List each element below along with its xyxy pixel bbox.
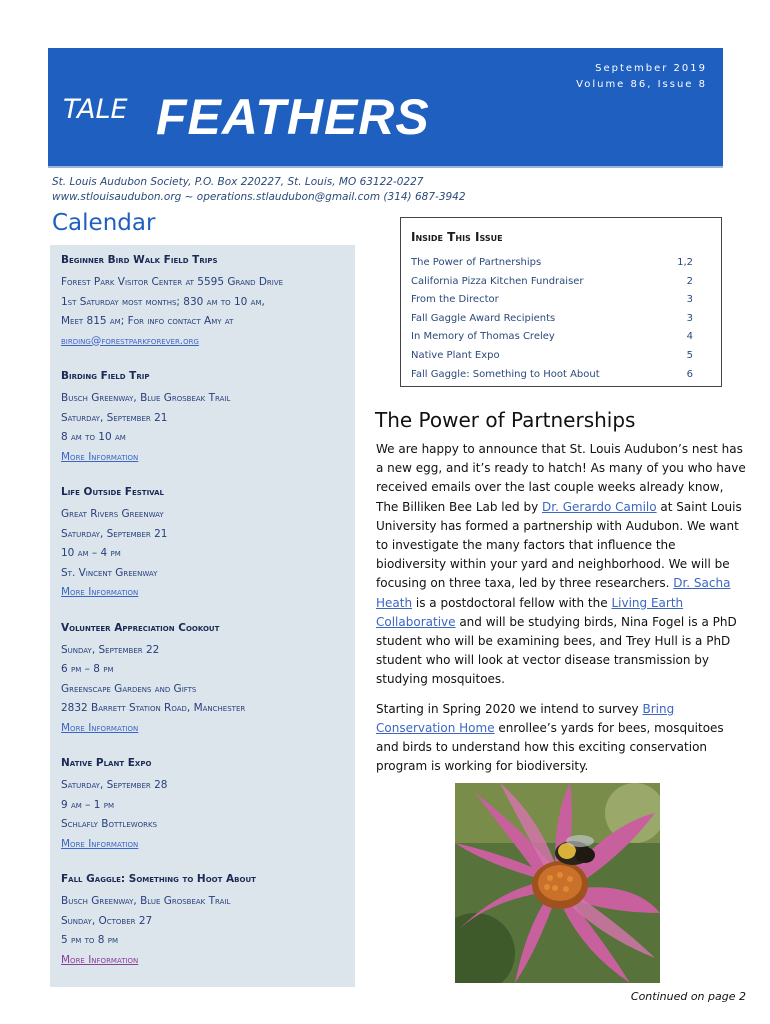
masthead-rule — [48, 166, 723, 168]
article-paragraph — [376, 700, 748, 777]
article-text: at Saint Louis University has formed a partnership with Audubon. We want to investigate the many factors that influence the biodiversity within your yard and neighborhood. We will be focusing on three taxa, led by three researchers. — [376, 499, 742, 591]
calendar-box — [50, 245, 355, 987]
calendar-event — [61, 872, 344, 970]
title-feathers: FEATHERS — [156, 89, 430, 145]
article-body — [376, 440, 748, 786]
event-location: Busch Greenway, Blue Grosbeak Trail — [61, 895, 231, 907]
toc-item — [411, 291, 711, 310]
toc-item-page: 3 — [686, 294, 693, 306]
toc-item-page: 4 — [686, 331, 693, 343]
article-text: and will be studying birds, Nina Fogel is a PhD student who will be examining bees, and Trey Hull is a PhD student who will look at vector disease transmission by studying mosquitoes. — [376, 614, 737, 687]
event-contact: Meet 815 am; For info contact Amy at — [61, 315, 234, 327]
event-location: Forest Park Visitor Center at 5595 Grand Drive — [61, 276, 284, 288]
toc-item-label: The Power of Partnerships — [411, 257, 542, 268]
event-time: 5 pm to 8 pm — [61, 934, 119, 946]
event-date: Saturday, September 28 — [61, 779, 168, 791]
toc-item — [411, 366, 711, 385]
bring-conservation-home-link[interactable]: Bring Conservation Home — [376, 701, 675, 735]
address-block — [52, 175, 466, 205]
calendar-event — [61, 369, 344, 467]
event-address: 2832 Barrett Station Road, Manchester — [61, 702, 246, 714]
toc-item-page: 5 — [686, 349, 693, 361]
event-time: 8 am to 10 am — [61, 431, 126, 443]
calendar-event — [61, 253, 344, 351]
toc-item-page: 3 — [686, 312, 693, 324]
toc-item-label: From the Director — [411, 294, 499, 306]
toc-item-page: 6 — [686, 368, 693, 380]
event-date: Sunday, September 22 — [61, 643, 160, 656]
toc-item — [411, 273, 711, 292]
event-venue: Greenscape Gardens and Gifts — [61, 682, 197, 695]
issue-date-block — [576, 61, 707, 93]
article-text: is a postdoctoral fellow with the — [412, 595, 612, 610]
more-information-link[interactable]: More Information — [61, 721, 139, 734]
title-tale: TALE — [63, 94, 128, 125]
event-time: 9 am – 1 pm — [61, 798, 115, 811]
photo-illustration — [455, 783, 660, 983]
toc-item — [411, 254, 711, 273]
toc-item-label: Fall Gaggle Award Recipients — [411, 312, 556, 324]
article-heading: The Power of Partnerships — [375, 408, 636, 432]
event-title: Beginner Bird Walk Field Trips — [61, 254, 218, 266]
event-title: Volunteer Appreciation Cookout — [61, 621, 220, 634]
event-date: Saturday, September 21 — [61, 527, 168, 540]
event-organizer: Great Rivers Greenway — [61, 508, 164, 520]
event-title: Fall Gaggle: Something to Hoot About — [61, 873, 256, 885]
continued-note: Continued on page 2 — [630, 990, 746, 1003]
event-schedule: 1st Saturday most months; 830 am to 10 am, — [61, 295, 265, 308]
living-earth-collaborative-link[interactable]: Living Earth Collaborative — [376, 595, 684, 629]
more-information-link[interactable]: More Information — [61, 837, 139, 850]
event-location: St. Vincent Greenway — [61, 566, 158, 579]
toc-item-page: 1,2 — [677, 257, 693, 268]
toc-item-label: California Pizza Kitchen Fundraiser — [411, 275, 584, 287]
event-venue: Schlafly Bottleworks — [61, 818, 158, 830]
issue-date: September 2019 — [595, 63, 707, 74]
contact-line: www.stlouisaudubon.org ~ operations.stlaudubon@gmail.com (314) 687-3942 — [52, 191, 466, 203]
toc-item — [411, 310, 711, 329]
event-time: 10 am – 4 pm — [61, 547, 121, 559]
calendar-event — [61, 621, 344, 739]
more-information-link[interactable]: More Information — [61, 953, 139, 966]
event-date: Saturday, September 21 — [61, 411, 168, 424]
calendar-event — [61, 756, 344, 854]
article-text: We are happy to announce that St. Louis Audubon’s nest has a new egg, and it’s ready to hatch! As many of you who have received emails over the last couple weeks already know, The Billiken Bee Lab led by — [376, 442, 746, 514]
bee-on-coneflower-photo — [455, 783, 660, 983]
sacha-heath-link[interactable]: Dr. Sacha Heath — [376, 576, 731, 610]
article-paragraph — [376, 440, 748, 690]
issue-volume: Volume 86, Issue 8 — [576, 79, 707, 90]
event-title: Native Plant Expo — [61, 757, 152, 769]
toc-title: Inside This Issue — [411, 230, 503, 244]
calendar-heading: Calendar — [52, 210, 156, 236]
event-title: Life Outside Festival — [61, 486, 164, 498]
masthead — [48, 48, 723, 166]
event-title: Birding Field Trip — [61, 370, 150, 382]
event-email-link[interactable]: birding@forestparkforever.org — [61, 334, 199, 347]
more-information-link[interactable]: More Information — [61, 450, 139, 463]
calendar-event — [61, 485, 344, 603]
toc-item-label: In Memory of Thomas Creley — [411, 331, 555, 343]
article-text: Starting in Spring 2020 we intend to survey — [376, 701, 643, 716]
toc-item-page: 2 — [686, 275, 693, 287]
toc-item — [411, 347, 711, 366]
event-date: Sunday, October 27 — [61, 914, 153, 927]
event-location: Busch Greenway, Blue Grosbeak Trail — [61, 392, 231, 404]
toc-item — [411, 328, 711, 347]
inside-this-issue-box — [400, 217, 722, 387]
gerardo-camilo-link[interactable]: Dr. Gerardo Camilo — [542, 499, 657, 514]
toc-item-label: Native Plant Expo — [411, 349, 500, 361]
toc-item-label: Fall Gaggle: Something to Hoot About — [411, 368, 600, 380]
more-information-link[interactable]: More Information — [61, 586, 139, 598]
article-text: enrollee’s yards for bees, mosquitoes and birds to understand how this exciting conservation program is working for biodiversity. — [376, 720, 724, 774]
event-time: 6 pm – 8 pm — [61, 663, 114, 675]
address-line: St. Louis Audubon Society, P.O. Box 220227, St. Louis, MO 63122-0227 — [52, 176, 424, 188]
